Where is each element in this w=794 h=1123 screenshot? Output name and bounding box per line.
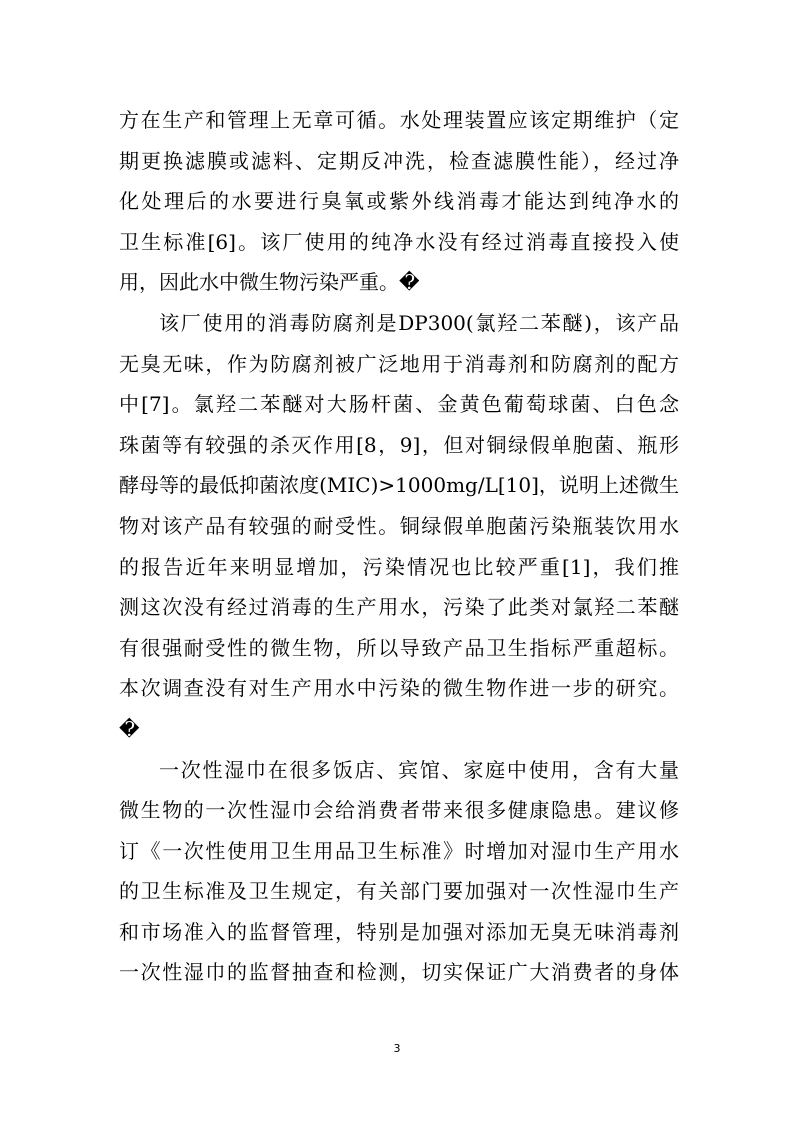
body-line: 卫生标准[6]。该厂使用的纯净水没有经过消毒直接投入使 bbox=[119, 229, 679, 254]
body-line: 物对该产品有较强的耐受性。铜绿假单胞菌污染瓶装饮用水 bbox=[119, 513, 679, 538]
body-line: 和市场准入的监督管理，特别是加强对添加无臭无味消毒剂 bbox=[119, 919, 679, 944]
document-body bbox=[119, 100, 679, 993]
body-line: 方在生产和管理上无章可循。水处理装置应该定期维护（定 bbox=[119, 108, 679, 132]
body-line: 酵母等的最低抑菌浓度(MIC)>1000mg/L[10]，说明上述微生 bbox=[119, 473, 679, 498]
body-line: 一次性湿巾的监督抽查和检测，切实保证广大消费者的身体 bbox=[119, 960, 679, 985]
page-number: 3 bbox=[393, 1042, 401, 1055]
body-line: 的卫生标准及卫生规定，有关部门要加强对一次性湿巾生产 bbox=[119, 879, 679, 904]
body-line: 化处理后的水要进行臭氧或紫外线消毒才能达到纯净水的 bbox=[119, 189, 679, 214]
body-line: 无臭无味，作为防腐剂被广泛地用于消毒剂和防腐剂的配方 bbox=[119, 351, 679, 376]
body-line: 用，因此水中微生物污染严重。� bbox=[119, 270, 420, 295]
body-line: 订《一次性使用卫生用品卫生标准》时增加对湿巾生产用水 bbox=[119, 838, 679, 863]
body-line: 珠菌等有较强的杀灭作用[8，9]，但对铜绿假单胞菌、瓶形 bbox=[119, 432, 679, 457]
body-line: � bbox=[119, 716, 140, 741]
body-line: 的报告近年来明显增加，污染情况也比较严重[1]，我们推 bbox=[119, 554, 679, 579]
body-line: 期更换滤膜或滤料、定期反冲洗，检查滤膜性能），经过净 bbox=[119, 148, 679, 173]
body-line: 该厂使用的消毒防腐剂是DP300(氯羟二苯醚)，该产品 bbox=[159, 310, 679, 335]
body-line: 微生物的一次性湿巾会给消费者带来很多健康隐患。建议修 bbox=[119, 798, 679, 823]
body-line: 一次性湿巾在很多饭店、宾馆、家庭中使用，含有大量 bbox=[159, 757, 679, 782]
body-line: 本次调查没有对生产用水中污染的微生物作进一步的研究。 bbox=[119, 676, 679, 701]
body-line: 有很强耐受性的微生物，所以导致产品卫生指标严重超标。 bbox=[119, 635, 679, 660]
body-line: 中[7]。氯羟二苯醚对大肠杆菌、金黄色葡萄球菌、白色念 bbox=[119, 392, 679, 417]
body-line: 测这次没有经过消毒的生产用水，污染了此类对氯羟二苯醚 bbox=[119, 595, 679, 620]
